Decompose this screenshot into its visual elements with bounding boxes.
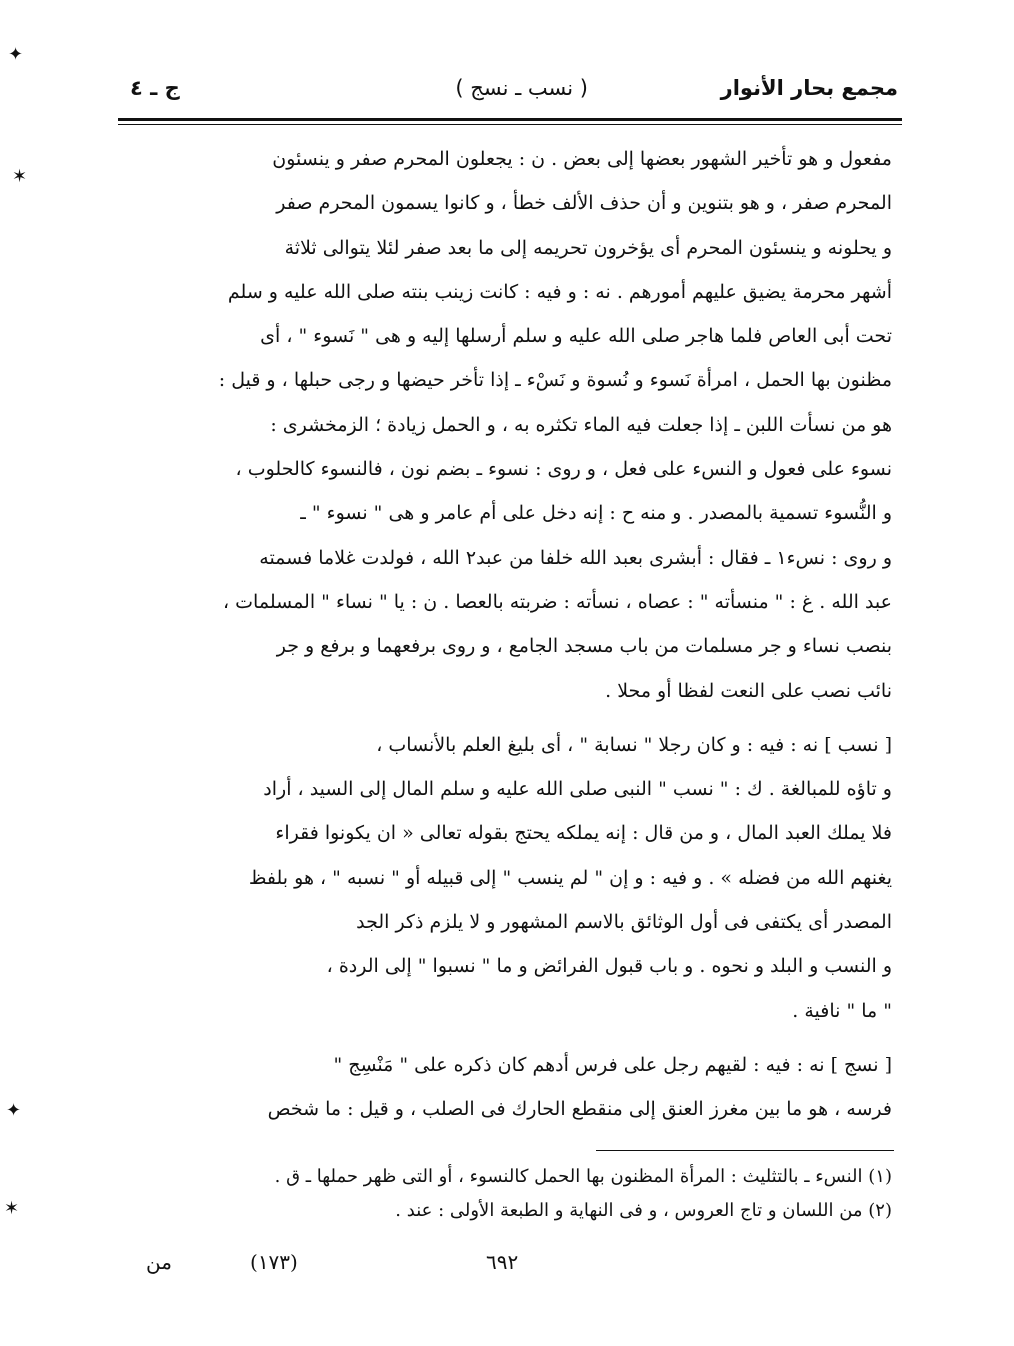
- text-line: [ نسج ] نه : فيه : لقيهم رجل على فرس أدهم كان ذكره على " مَنْسِج ": [333, 1053, 892, 1076]
- header-rule-thick: [118, 118, 902, 121]
- text-line: و يحلونه و ينسئون المحرم أى يؤخرون تحريمه إلى ما بعد صفر لئلا يتوالى ثلاثة: [284, 236, 892, 259]
- book-title: مجمع بحار الأنوار: [720, 76, 898, 100]
- footnote-rule: [596, 1150, 894, 1151]
- text-line: عبد الله . غ : " منسأته " : عصاه ، نسأته : ضربته بالعصا . ن : يا " نساء " المسلمات ،: [223, 590, 892, 613]
- scan-mark: ✶: [4, 1198, 20, 1219]
- text-line: تحت أبى العاص فلما هاجر صلى الله عليه و سلم أرسلها إليه و هى " نَسوء " ، أى: [260, 325, 892, 348]
- scan-mark: ✦: [8, 44, 24, 65]
- text-line: بنصب نساء و جر مسلمات من باب مسجد الجامع ، و روى برفعهما و برفع و جر: [276, 635, 892, 658]
- page-footer: [118, 1250, 902, 1290]
- footnote-1: (١) النسء ـ بالتثليث : المرأة المظنون بها الحمل كالنسوء ، أو التى ظهر حملها ـ ق .: [274, 1166, 892, 1187]
- text-line: فرسه ، هو ما بين مغرز العنق إلى منقطع الحارك فى الصلب ، و قيل : ما شخص: [267, 1098, 892, 1121]
- text-line: و تاؤه للمبالغة . ك : " نسب " النبى صلى الله عليه و سلم المال إلى السيد ، أراد: [263, 778, 892, 801]
- text-line: هو من نسأت اللبن ـ إذا جعلت فيه الماء تكثره به ، و الحمل زيادة ؛ الزمخشرى :: [270, 413, 892, 436]
- entry-nasab: [128, 723, 892, 1033]
- text-line: نائب نصب على النعت لفظا أو محلا .: [605, 679, 892, 702]
- text-line: و روى : نسء١ ـ فقال : أبشرى بعبد الله خلفا من عبد٢ الله ، فولدت غلاما فسمته: [259, 546, 892, 569]
- text-line: مفعول و هو تأخير الشهور بعضها إلى بعض . ن : يجعلون المحرم صفر و ينسئون: [272, 148, 892, 170]
- volume-number: ج ـ ٤: [130, 76, 180, 100]
- catchword: من: [146, 1250, 172, 1274]
- text-line: و النُّسوء تسمية بالمصدر . و منه ح : إنه دخل على أم عامر و هى " نسوء " ـ: [300, 502, 892, 525]
- main-text: [128, 137, 892, 1132]
- text-line: أشهر محرمة يضيق عليهم أمورهم . نه : و فيه : كانت زينب بنته صلى الله عليه و سلم: [227, 280, 892, 303]
- text-line: [ نسب ] نه : فيه : و كان رجلا " نسابة " ، أى بليغ العلم بالأنساب ،: [376, 733, 892, 756]
- text-line: " ما " نافية .: [792, 999, 892, 1022]
- text-line: نسوء على فعول و النسء على فعل ، و روى : نسوء ـ بضم نون ، فالنسوء كالحلوب ،: [235, 458, 892, 481]
- running-header: [118, 68, 898, 112]
- text-line: و النسب و البلد و نحوه . و باب قبول الفرائض و ما " نسبوا " إلى الردة ،: [326, 955, 892, 978]
- text-line: المحرم صفر ، و هو بتنوين و أن حذف الألف خطأ ، و كانوا يسمون المحرم صفر: [276, 192, 892, 215]
- header-rule-thin: [118, 124, 902, 125]
- topic-heading: ( نسب ـ نسج ): [455, 76, 588, 100]
- text-line: يغنهم الله من فضله » . و فيه : و إن " لم ينسب " إلى قبيله أو " نسبه " ، هو بلفظ: [248, 866, 892, 889]
- spacer: [128, 1033, 892, 1043]
- scan-mark: ✦: [6, 1100, 22, 1121]
- entry-nasaj: [128, 1043, 892, 1132]
- text-line: المصدر أى يكتفى فى أول الوثائق بالاسم المشهور و لا يلزم ذكر الجد: [356, 911, 892, 934]
- scan-mark: ✶: [12, 166, 28, 187]
- text-line: فلا يملك العبد المال ، و من قال : إنه يملكه يحتج بقوله تعالى « ان يكونوا فقراء: [275, 822, 892, 845]
- page-number: ٦٩٢: [486, 1250, 519, 1274]
- footnote-2: (٢) من اللسان و تاج العروس ، و فى النهاية و الطبعة الأولى : عند .: [395, 1200, 892, 1221]
- footnotes: [128, 1160, 892, 1228]
- entry-continuation: [128, 137, 892, 713]
- text-line: مظنون بها الحمل ، امرأة نَسوء و نُسوة و نَسْء ـ إذا تأخر حيضها و رجى حبلها ، و قيل :: [218, 369, 892, 392]
- spacer: [128, 713, 892, 723]
- serial-number: (١٧٣): [250, 1250, 298, 1274]
